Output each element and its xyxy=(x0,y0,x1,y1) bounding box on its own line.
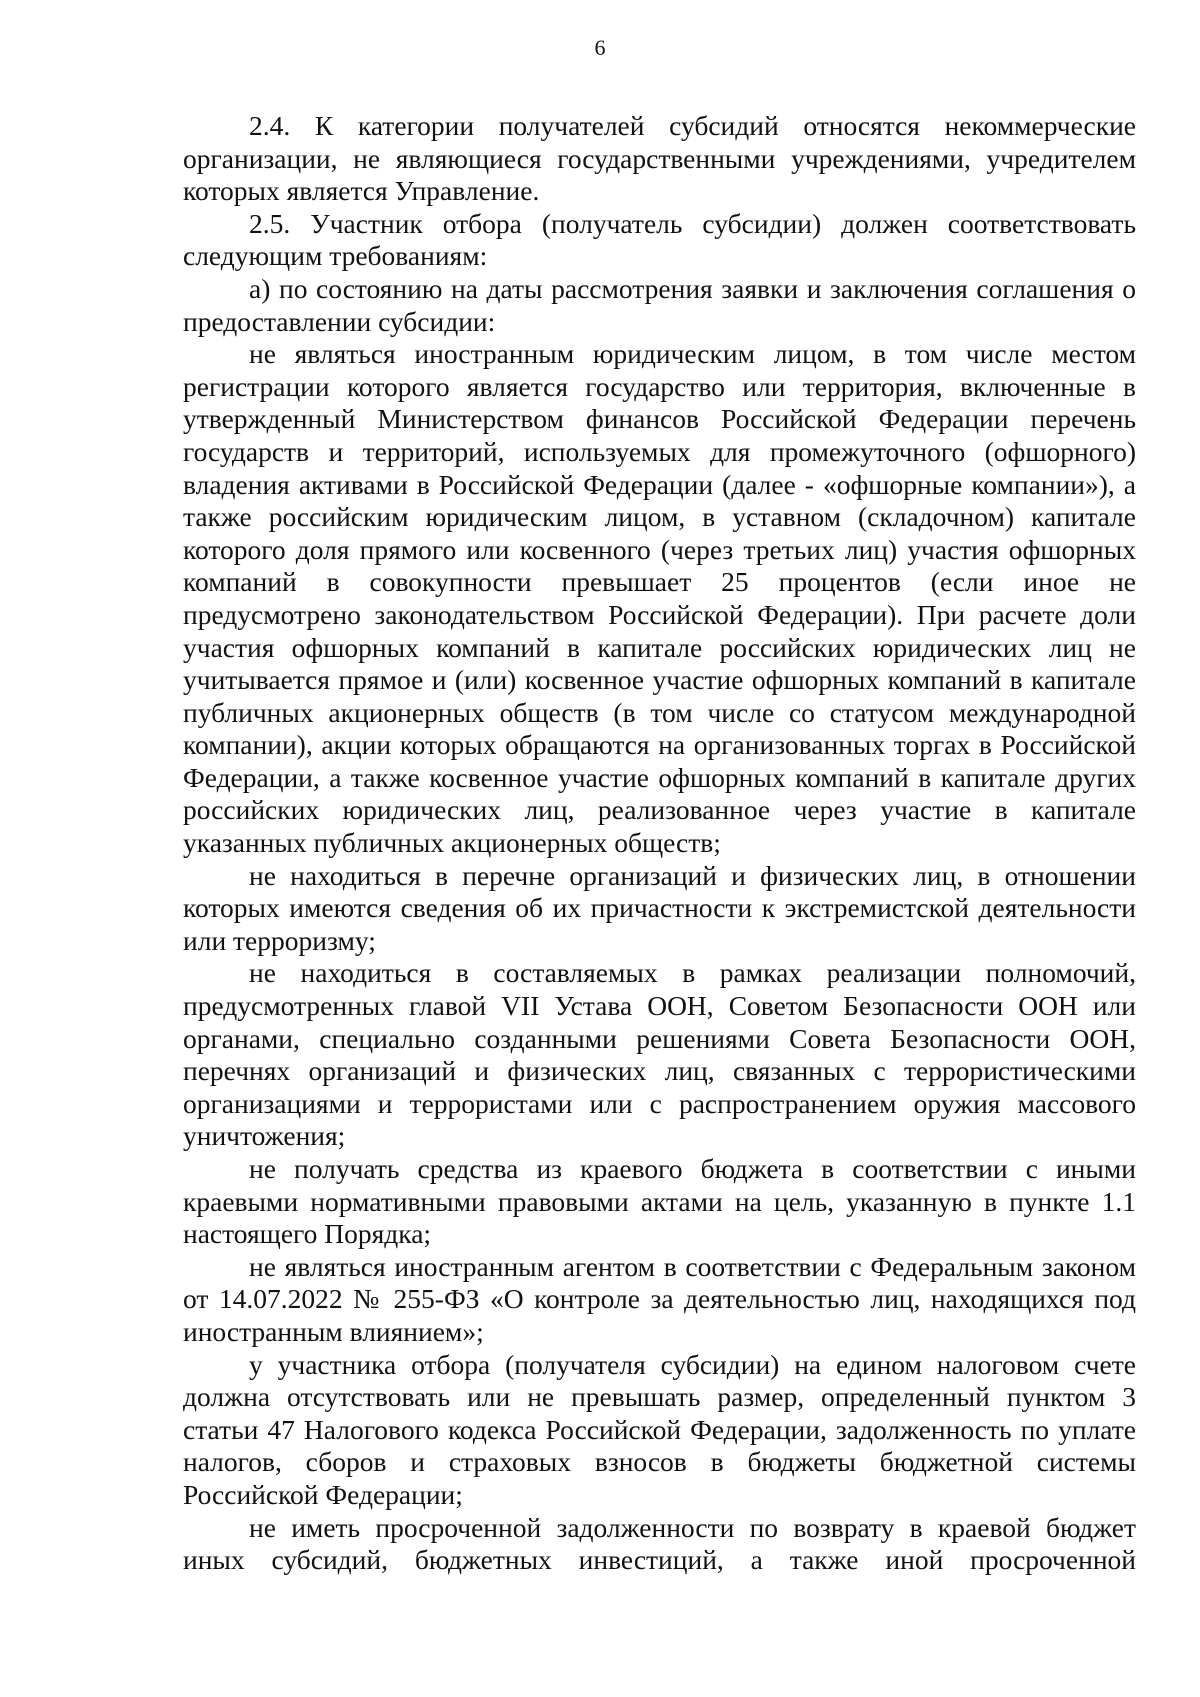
requirement-not-foreign-agent: не являться иностранным агентом в соответствии с Федеральным законом от 14.07.2022 № 255-ФЗ «О контроле за деятельностью лиц, находящихся под иностранным влиянием»; xyxy=(183,1250,1136,1347)
page-number: 6 xyxy=(594,35,606,60)
requirement-not-extremist-list: не находиться в перечне организаций и физических лиц, в отношении которых имеются сведения об их причастности к экстремистской деятельности или терроризму; xyxy=(183,859,1136,956)
requirement-tax-debt: у участника отбора (получателя субсидии) на едином налоговом счете должна отсутствовать или не превышать размер, определенный пунктом 3 статьи 47 Налогового кодекса Российской Федерации, задолженность по уплате налогов, сборов и страховых взносов в бюджеты бюджетной системы Российской Федерации; xyxy=(183,1348,1136,1510)
requirement-not-un-lists: не находиться в составляемых в рамках реализации полномочий, предусмотренных главой VII Устава ООН, Советом Безопасности ООН или органами, специально созданными решениями Совета Безопасности ООН, перечнях организаций и физических лиц, связанных с террористическими организациями и террористами или с распространением оружия массового уничтожения; xyxy=(183,957,1136,1152)
paragraph-2-5-a: а) по состоянию на даты рассмотрения заявки и заключения соглашения о предоставлении субсидии: xyxy=(183,272,1136,337)
requirement-no-other-funds: не получать средства из краевого бюджета в соответствии с иными краевыми нормативными правовыми актами на цель, указанную в пункте 1.1 настоящего Порядка; xyxy=(183,1153,1136,1250)
paragraph-2-5: 2.5. Участник отбора (получатель субсидии) должен соответствовать следующим требованиям: xyxy=(183,207,1136,272)
document-body xyxy=(183,110,1136,1577)
paragraph-2-4: 2.4. К категории получателей субсидий относятся некоммерческие организации, не являющиеся государственными учреждениями, учредителем которых является Управление. xyxy=(183,110,1136,207)
requirement-no-overdue-debt: не иметь просроченной задолженности по возврату в краевой бюджет иных субсидий, бюджетных инвестиций, а также иной просроченной xyxy=(183,1511,1136,1576)
requirement-not-foreign-entity: не являться иностранным юридическим лицом, в том числе местом регистрации которого является государство или территория, включенные в утвержденный Министерством финансов Российской Федерации перечень государств и территорий, используемых для промежуточного (офшорного) владения активами в Российской Федерации (далее - «офшорные компании»), а также российским юридическим лицом, в уставном (складочном) капитале которого доля прямого или косвенного (через третьих лиц) участия офшорных компаний в совокупности превышает 25 процентов (если иное не предусмотрено законодательством Российской Федерации). При расчете доли участия офшорных компаний в капитале российских юридических лиц не учитывается прямое и (или) косвенное участие офшорных компаний в капитале публичных акционерных обществ (в том числе со статусом международной компании), акции которых обращаются на организованных торгах в Российской Федерации, а также косвенное участие офшорных компаний в капитале других российских юридических лиц, реализованное через участие в капитале указанных публичных акционерных обществ; xyxy=(183,338,1136,859)
